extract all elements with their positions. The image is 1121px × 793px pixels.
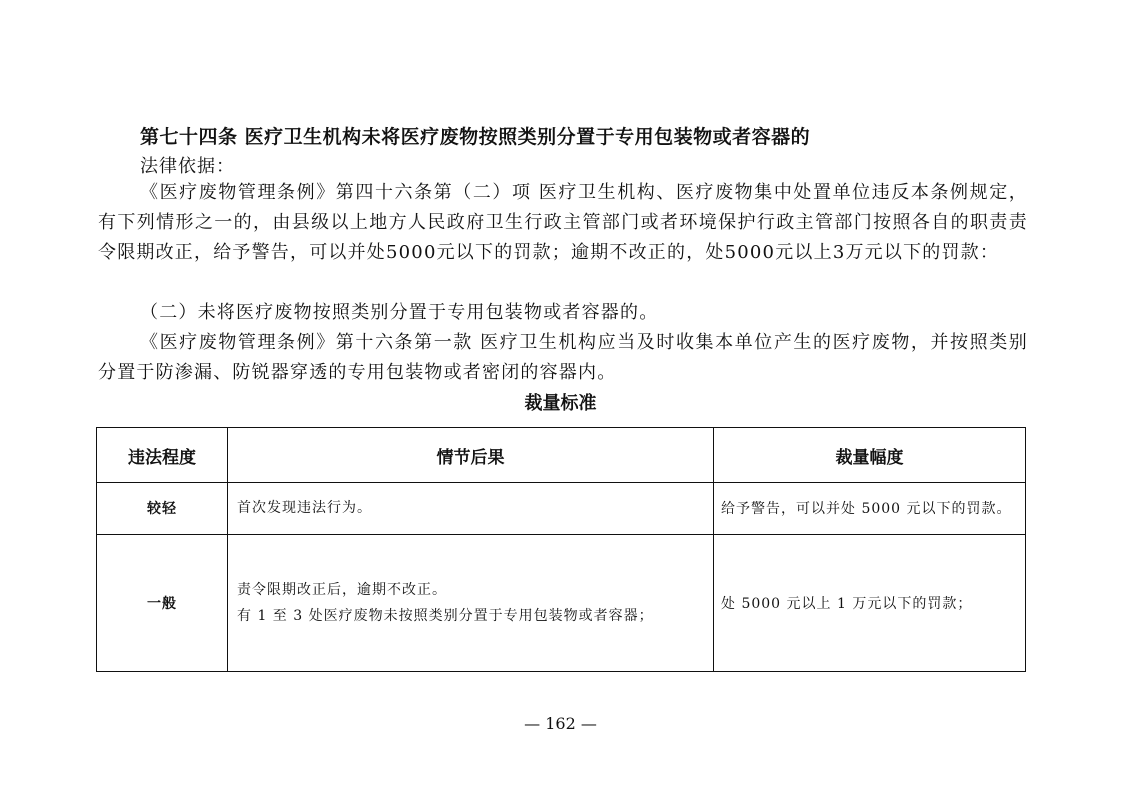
circumstances-cell xyxy=(228,534,714,671)
circumstance-line: 有 1 至 3 处医疗废物未按照类别分置于专用包装物或者容器； xyxy=(237,607,654,624)
header-penalty-range: 裁量幅度 xyxy=(714,428,1026,483)
header-violation-level: 违法程度 xyxy=(97,428,228,483)
circumstances-cell xyxy=(228,483,714,535)
standard-title: 裁量标准 xyxy=(524,393,597,414)
circumstance-line: 责令限期改正后，逾期不改正。 xyxy=(237,581,447,598)
table-header-row xyxy=(97,428,1026,483)
legal-basis-item: （二）未将医疗废物按照类别分置于专用包装物或者容器的。 xyxy=(140,302,659,323)
article-title: 第七十四条 医疗卫生机构未将医疗废物按照类别分置于专用包装物或者容器的 xyxy=(140,126,811,148)
penalty-cell: 给予警告，可以并处 5000 元以下的罚款。 xyxy=(714,483,1026,535)
penalty-cell: 处 5000 元以上 1 万元以下的罚款； xyxy=(714,534,1026,671)
discretion-standard-table xyxy=(96,427,1026,672)
legal-basis-paragraph: 《医疗废物管理条例》第十六条第一款 医疗卫生机构应当及时收集本单位产生的医疗废物，并按照类别分置于防渗漏、防锐器穿透的专用包装物或者密闭的容器内。 xyxy=(98,332,1028,383)
circumstance-line: 首次发现违法行为。 xyxy=(237,500,372,517)
legal-basis-paragraph: 《医疗废物管理条例》第四十六条第（二）项 医疗卫生机构、医疗废物集中处置单位违反本条例规定，有下列情形之一的，由县级以上地方人民政府卫生行政主管部门或者环境保护行政主管部门按照各自的职责责令限期改正，给予警告，可以并处5000元以下的罚款；逾期不改正的，处5000元以上3万元以下的罚款： xyxy=(98,182,1028,263)
table-row xyxy=(97,483,1026,535)
page-number: — 162 — xyxy=(524,714,597,733)
header-circumstances: 情节后果 xyxy=(228,428,714,483)
violation-level-cell: 一般 xyxy=(97,534,228,671)
legal-basis-label: 法律依据： xyxy=(140,156,235,177)
violation-level-cell: 较轻 xyxy=(97,483,228,535)
table-row xyxy=(97,534,1026,671)
